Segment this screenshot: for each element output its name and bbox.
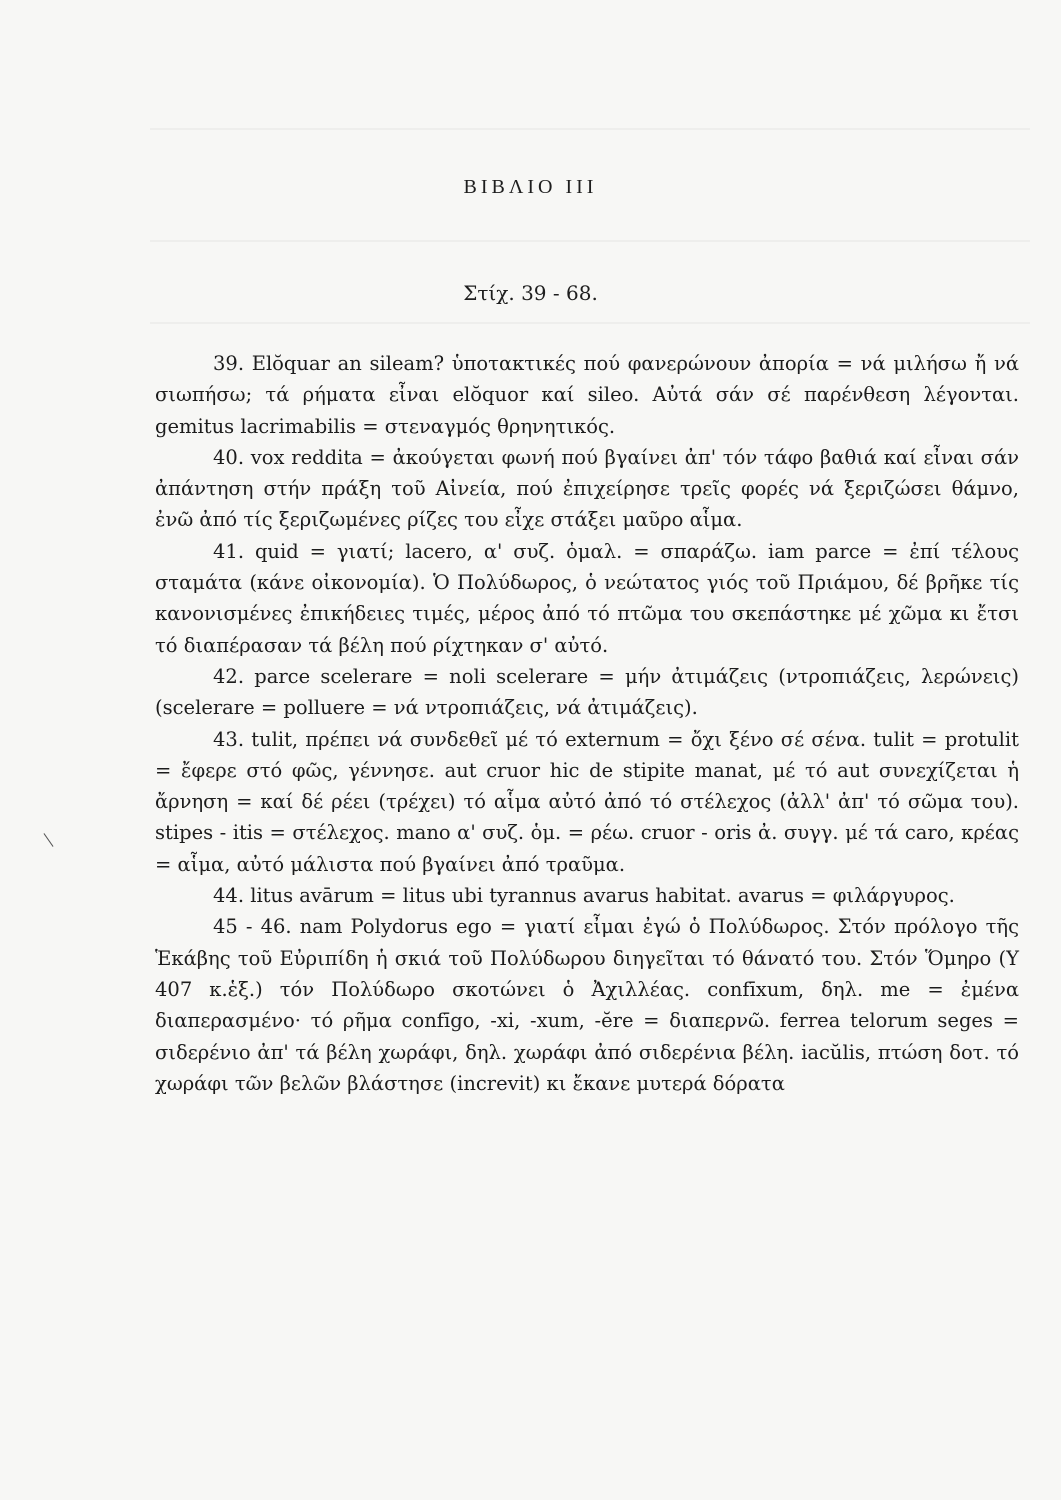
- paragraph-44: 44. litus avārum = litus ubi tyrannus avarus habitat. avarus = φιλάργυρος.: [213, 884, 955, 908]
- bleed-through-line: [150, 128, 1030, 130]
- stray-pen-mark: [44, 833, 54, 847]
- paragraph-43: 43. tulit, πρέπει νά συνδεθεῖ μέ τό externum = ὄχι ξένο σέ σένα. tulit = protulit = ἔφερε στό φῶς, γέννησε. aut cruor hic de stipite manat, μέ τό aut συνεχίζεται ἡ ἄρνηση = καί δέ ρέει (τρέχει) τό αἷμα αὐτό ἀπό τό στέλεχος (ἀλλ' ἀπ' τό σῶμα του). stipes - itis = στέλεχος. mano α' συζ. ὁμ. = ρέω. cruor - oris ἀ. συγγ. μέ τά caro, κρέας = αἷμα, αὐτό μάλιστα πού βγαίνει ἀπό τραῦμα.: [155, 727, 1019, 876]
- verse-range: Στίχ. 39 - 68.: [463, 281, 598, 305]
- paragraph-45-46: 45 - 46. nam Polydorus ego = γιατί εἶμαι ἐγώ ὁ Πολύδωρος. Στόν πρόλογο τῆς Ἑκάβης τοῦ Εὐριπίδη ἡ σκιά τοῦ Πολύδωρου διηγεῖται τό θάνατό του. Στόν Ὅμηρο (Υ 407 κ.ἑξ.) τόν Πολύδωρο σκοτώνει ὁ Ἀχιλλέας. confīxum, δηλ. me = ἐμένα διαπερασμένο· τό ρῆμα confīgo, -xi, -xum, -ĕre = διαπερνῶ. ferrea telorum seges = σιδερένιο ἀπ' τά βέλη χωράφι, δηλ. χωράφι ἀπό σιδερένια βέλη. iacŭlis, πτώση δοτ. τό χωράφι τῶν βελῶν βλάστησε (increvit) κι ἔκανε μυτερά δόρατα: [155, 915, 1019, 1095]
- book-title: ΒΙΒΛΙΟ ΙΙΙ: [463, 176, 598, 198]
- paragraph-39: 39. Elŏquar an sileam? ὑποτακτικές πού φανερώνουν ἀπορία = νά μιλήσω ἤ νά σιωπήσω; τά ρήματα εἶναι elŏquor καί sileo. Αὐτά σάν σέ παρένθεση λέγονται. gemitus lacrimabilis = στεναγμός θρηνητικός.: [155, 352, 1019, 438]
- paragraph-41: 41. quid = γιατί; lacero, α' συζ. ὁμαλ. = σπαράζω. iam parce = ἐπί τέλους σταμάτα (κάνε οἰκονομία). Ὁ Πολύδωρος, ὁ νεώτατος γιός τοῦ Πριάμου, δέ βρῆκε τίς κανονισμένες ἐπικήδειες τιμές, μέρος ἀπό τό πτῶμα του σκεπάστηκε μέ χῶμα κι ἔτσι τό διαπέρασαν τά βέλη πού ρίχτηκαν σ' αὐτό.: [155, 539, 1019, 657]
- bleed-through-line: [150, 240, 1030, 242]
- bleed-through-line: [150, 322, 1030, 324]
- commentary-body: [155, 348, 1019, 1099]
- paragraph-42: 42. parce scelerare = noli scelerare = μήν ἀτιμάζεις (ντροπιάζεις, λερώνεις) (scelerare = polluere = νά ντροπιάζεις, νά ἀτιμάζεις).: [155, 664, 1019, 720]
- paragraph-40: 40. vox reddita = ἀκούγεται φωνή πού βγαίνει ἀπ' τόν τάφο βαθιά καί εἶναι σάν ἀπάντηση στήν πράξη τοῦ Αἰνεία, πού ἐπιχείρησε τρεῖς φορές νά ξεριζώσει θάμνο, ἐνῶ ἀπό τίς ξεριζωμένες ρίζες του εἶχε στάξει μαῦρο αἷμα.: [155, 445, 1019, 532]
